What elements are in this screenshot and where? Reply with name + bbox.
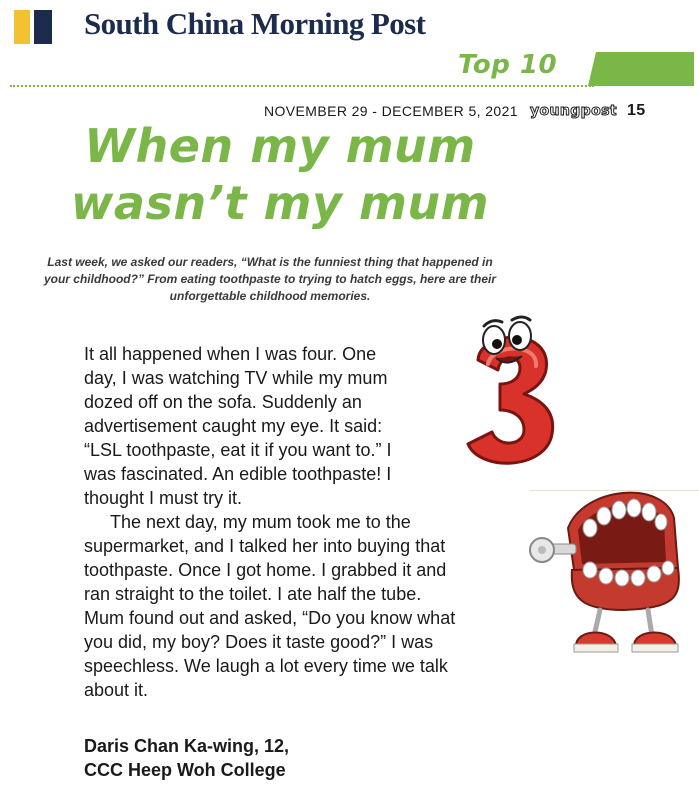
byline (84, 734, 289, 782)
page-number: 15 (626, 102, 646, 119)
intro-standfirst: Last week, we asked our readers, “What is the funniest thing that happened in your childhood?” From eating toothpaste to trying to hatch eggs, here are their unforgettable childhood memories. (43, 255, 497, 303)
logo-yellow-bar (14, 10, 30, 44)
body-line: The next day, my mum took me to the (110, 512, 411, 532)
author-name: Daris Chan Ka-wing, 12, (84, 736, 290, 756)
wind-up-chattering-teeth-icon (524, 478, 699, 664)
newspaper-name: South China Morning Post (84, 6, 426, 41)
header-divider (10, 85, 594, 87)
body-line: advertisement caught my eye. It said: (84, 416, 383, 436)
body-line: ran straight to the toilet. I ate half the tube. (84, 584, 422, 604)
body-line: supermarket, and I talked her into buying that (84, 536, 446, 556)
body-line: Mum found out and asked, “Do you know what (84, 608, 456, 628)
section-tab-bar (588, 52, 694, 86)
youngpost-brand: youngpost (529, 103, 617, 119)
logo-navy-bar (34, 10, 52, 44)
scmp-logo (14, 10, 52, 44)
author-school: CCC Heep Woh College (84, 760, 286, 780)
body-line: was fascinated. An edible toothpaste! I (84, 464, 392, 484)
body-line: It all happened when I was four. One (84, 344, 377, 364)
issue-dates: NOVEMBER 29 - DECEMBER 5, 2021 (264, 103, 518, 119)
cartoon-number-three-icon (458, 312, 568, 474)
body-line: speechless. We laugh a lot every time we talk (84, 656, 448, 676)
paragraph-2 (84, 510, 524, 702)
body-line: dozed off on the sofa. Suddenly an (84, 392, 362, 412)
body-line: day, I was watching TV while my mum (84, 368, 388, 388)
body-line: thought I must try it. (84, 488, 243, 508)
body-line: toothpaste. Once I got home. I grabbed it and (84, 560, 447, 580)
headline: When my mum wasn’t my mum (70, 119, 490, 230)
body-line: about it. (84, 680, 149, 700)
body-line: “LSL toothpaste, eat it if you want to.” I (84, 440, 392, 460)
section-label: Top 10 (458, 50, 558, 80)
body-line: you did, my boy? Does it taste good?” I was (84, 632, 434, 652)
